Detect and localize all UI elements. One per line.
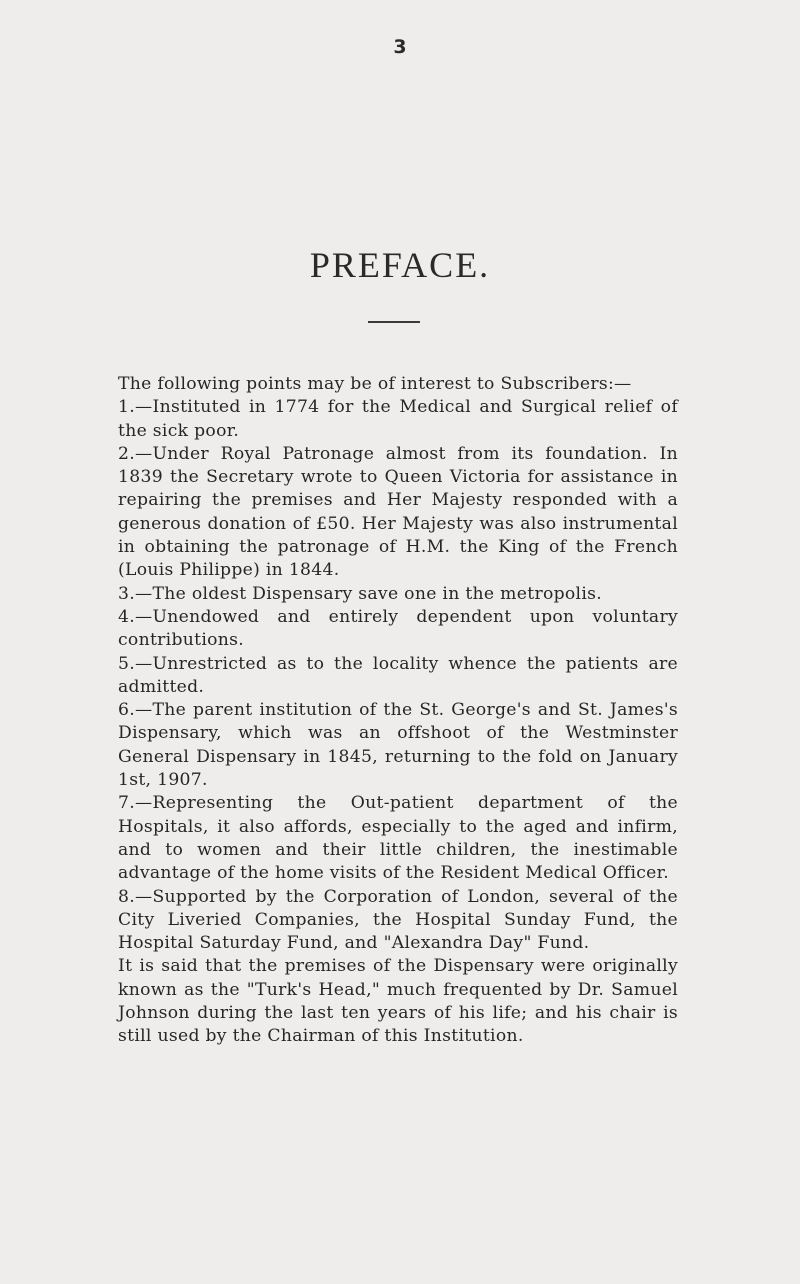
point-4: 4.—Unendowed and entirely dependent upon voluntary contributions. (118, 606, 678, 651)
closing-paragraph: It is said that the premises of the Dispensary were originally known as the "Turk's Head," much frequented by Dr. Samuel Johnson during the last ten years of his life; and his chair is still used by the Chairman of this Institution. (118, 956, 678, 1047)
point-8: 8.—Supported by the Corporation of London, several of the City Liveried Companies, the Hospital Sunday Fund, the Hospital Saturday Fund, and "Alexandra Day" Fund. (118, 886, 678, 954)
point-1: 1.—Instituted in 1774 for the Medical and Surgical relief of the sick poor. (118, 397, 678, 441)
page-title: PREFACE. (309, 245, 491, 285)
point-3: 3.—The oldest Dispensary save one in the metropolis. (118, 583, 603, 604)
point-5: 5.—Unrestricted as to the locality whence the patients are admitted. (118, 653, 678, 697)
page-number: 3 (393, 36, 407, 58)
point-7: 7.—Representing the Out-patient department of the Hospitals, it also affords, especially to the aged and infirm, and to women and their little children, the inestimable advantage of the home visits of the Resident Medical Officer. (118, 793, 678, 884)
point-6: 6.—The parent institution of the St. George's and St. James's Dispensary, which was an offshoot of the Westminster General Dispensary in 1845, returning to the fold on January 1st, 1907. (118, 700, 678, 791)
preface-body (118, 373, 678, 1049)
title-divider (368, 321, 420, 323)
intro-paragraph: The following points may be of interest to Subscribers:— (118, 374, 632, 394)
point-2: 2.—Under Royal Patronage almost from its foundation. In 1839 the Secretary wrote to Queen Victoria for assistance in repairing the premises and Her Majesty responded with a generous donation of £50. Her Majesty was also instrumental in obtaining the patronage of H.M. the King of the French (Louis Philippe) in 1844. (118, 443, 678, 581)
